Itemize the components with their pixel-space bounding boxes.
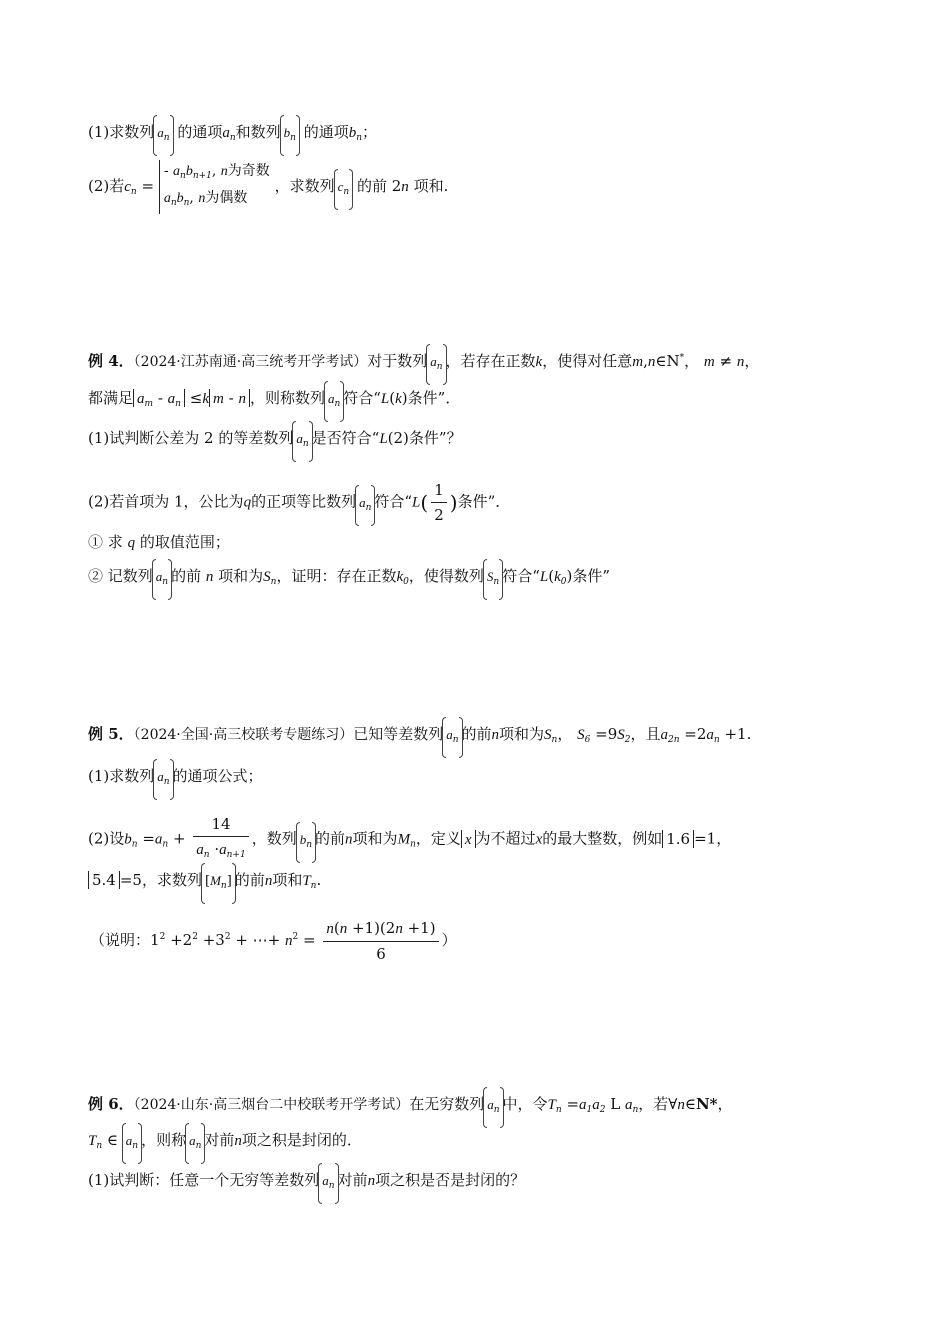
fraction-half: $\frac{1}{2}$ bbox=[431, 478, 447, 527]
ex5-question-1: (1)求数列 $a_n$ 的通项公式； bbox=[88, 764, 263, 794]
ex6-line-2: $T_n$ ∈ $a_n$ ，则称 $a_n$ 对前n项之积是封闭的． bbox=[88, 1128, 362, 1158]
ex4-question-2: (2)若首项为 1，公比为q的正项等比数列 $a_n$ 符合“L( $\frac{1}{2}$ )条件”． bbox=[88, 478, 510, 527]
prev-question-1: (1)求数列 $a_n$ 的通项$a_n$和数列 $b_n$ 的通项$b_n$； bbox=[88, 120, 377, 150]
ex5-line-3: 5.4 =5，求数列 $[M_n]$ 的前n项和$T_n$. bbox=[88, 868, 321, 898]
ex4-sub-1: ① 求 q 的取值范围； bbox=[88, 533, 230, 551]
prev-question-2: (2)若$c_n$ = - $a_nb_{n+1}$, n为奇数 $a_nb_n$, n为偶数 ，求数列 $c_n$ 的前 2n 项和. bbox=[88, 160, 448, 214]
set-bn: $b_n$ bbox=[281, 121, 299, 150]
ex4-question-1: (1)试判断公差为 2 的等差数列 $a_n$ 是否符合“L(2)条件”？ bbox=[88, 426, 462, 456]
fraction-14: $\frac{14}{a_n \cdot a_{n+1}}$ bbox=[193, 812, 248, 867]
ex4-line-2: 都满足 $a_m - a_n \le k$ m - n ，则称数列 $a_n$ 符合“L(k)条件”． bbox=[88, 386, 460, 416]
set-an: $a_n$ bbox=[154, 121, 172, 150]
ex5-note: （说明：$1^2 +2^2 +3^2$ + ⋯+ $n^2$ = $\frac{n(n +1)(2n +1)}{6}$ ） bbox=[90, 916, 457, 966]
ex6-line-1: 例 6．（2024·山东·高三烟台二中校联考开学考试）在无穷数列 $a_n$ 中，令$T_n =a_1a_2$ L $a_n$，若∀n∈N*， bbox=[88, 1092, 733, 1122]
ex5-question-2: (2)设$b_n =a_n$ + $\frac{14}{a_n \cdot a_{n+1}}$ ，数列 $b_n$ 的前n项和为$M_n$，定义 x 为不超过x的最大整数，例如 1.6 =1， bbox=[88, 812, 731, 867]
ex4-sub-2: ② 记数列 $a_n$ 的前 n 项和为$S_n$，证明：存在正数$k_0$，使得数列 $S_n$ 符合“$L(k_0)$条件” bbox=[88, 564, 610, 594]
ex4-line-1: 例 4．（2024·江苏南通·高三统考开学考试）对于数列 $a_n$ ，若存在正数k，使得对任意m,n∈N*， m ≠ n， bbox=[88, 346, 759, 379]
ex5-line-1: 例 5．（2024·全国·高三校联考专题练习）已知等差数列 $a_n$ 的前n项和为$S_n$， $S_6 =9S_2$，且$a_{2n} =2a_n +1$. bbox=[88, 722, 751, 752]
ex6-question-1: (1)试判断：任意一个无穷等差数列 $a_n$ 对前n项之积是否是封闭的？ bbox=[88, 1168, 525, 1198]
piecewise: - $a_nb_{n+1}$, n为奇数 $a_nb_n$, n为偶数 bbox=[159, 160, 270, 214]
